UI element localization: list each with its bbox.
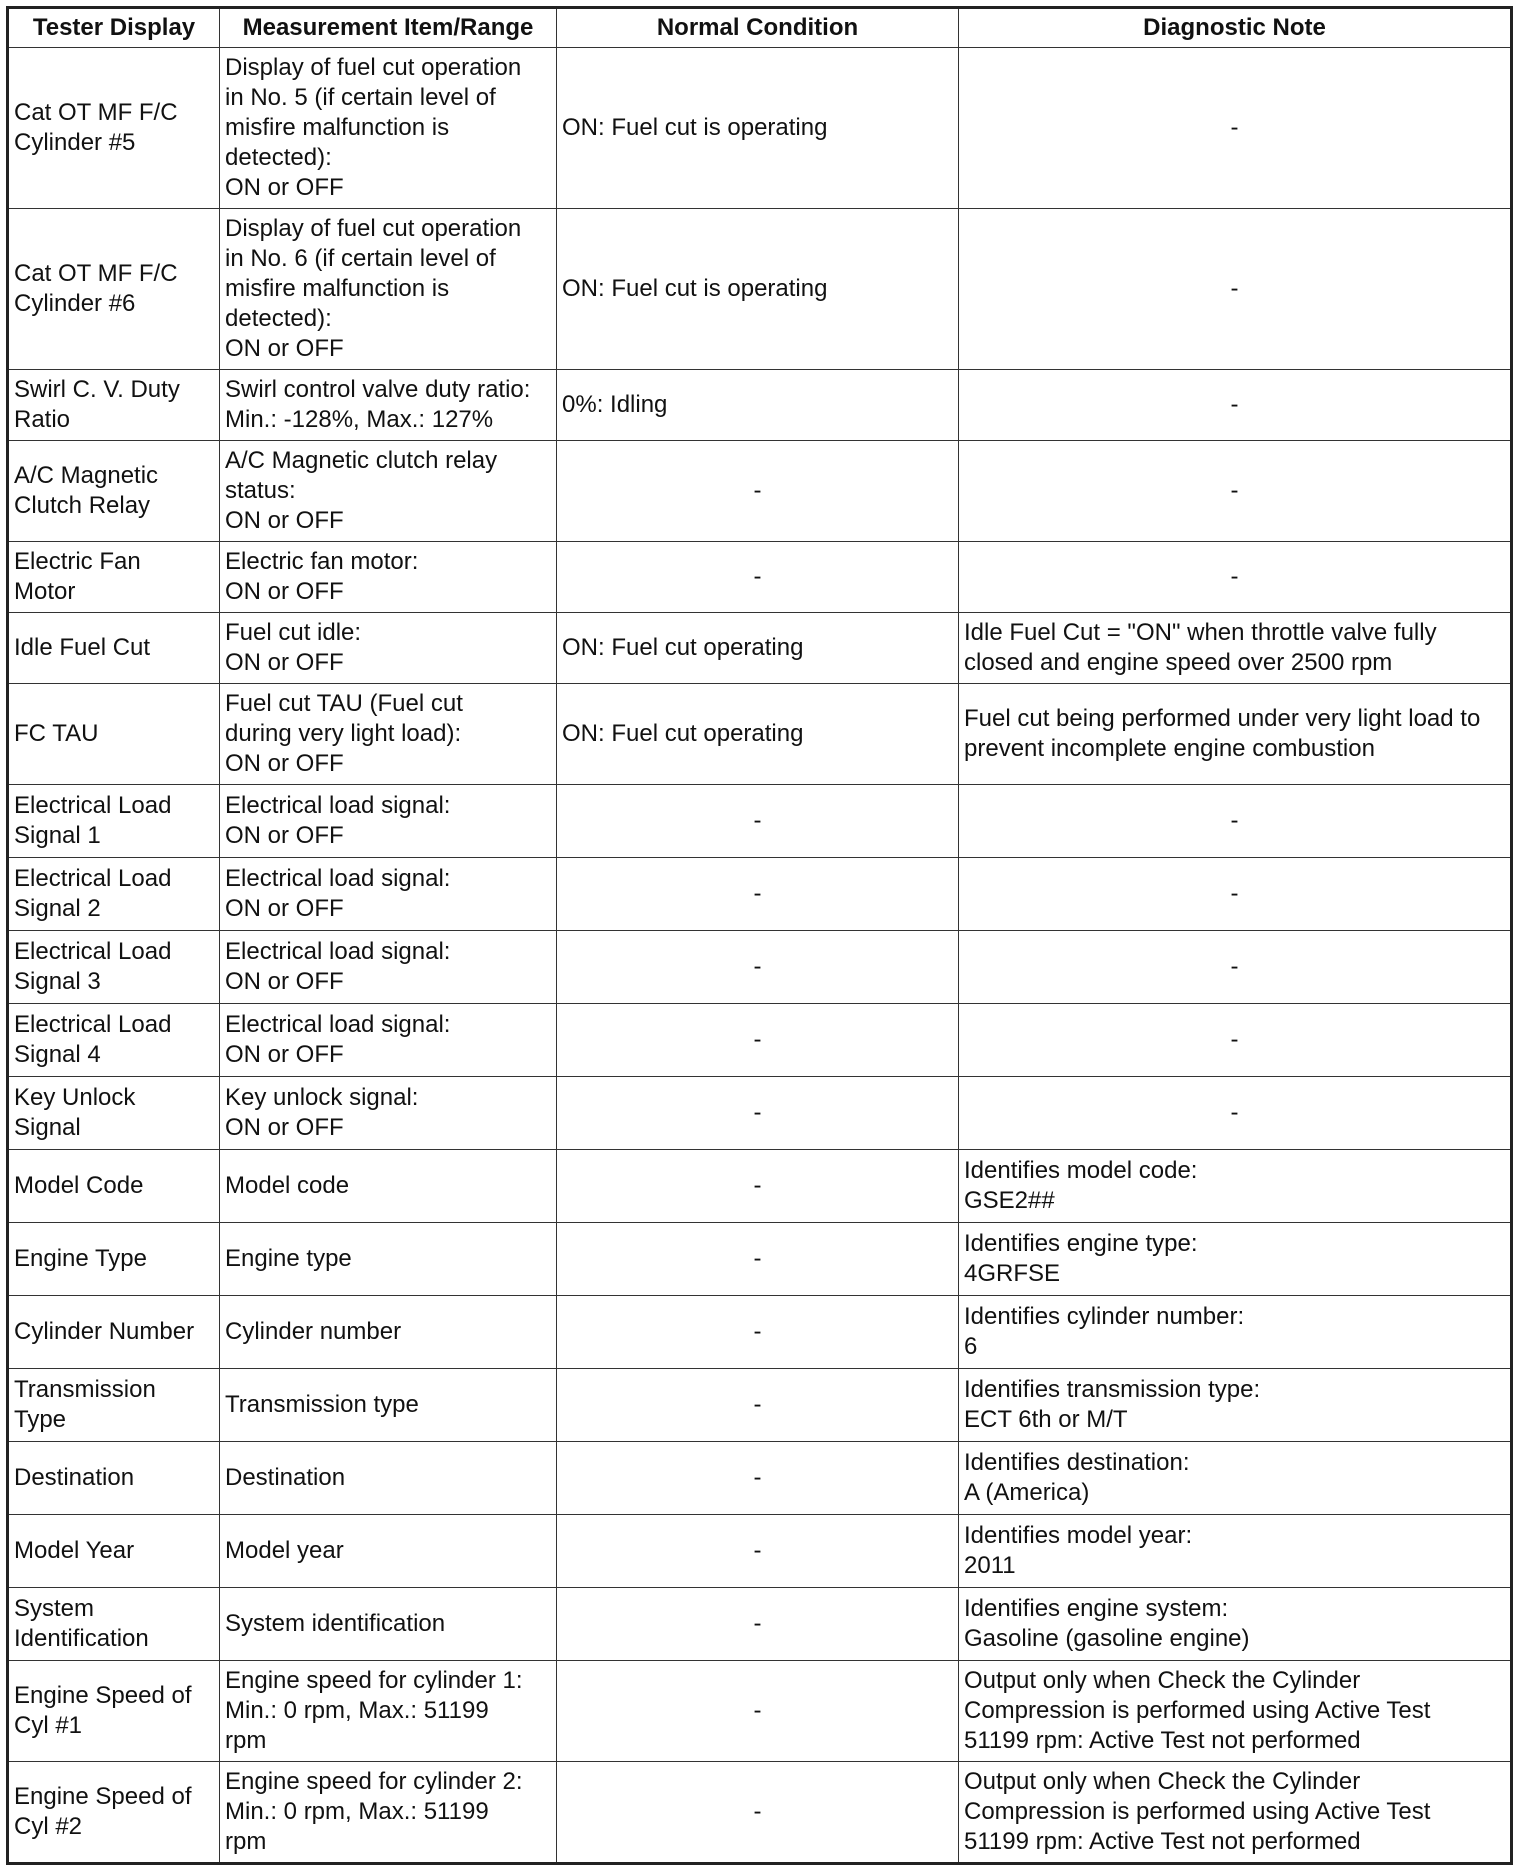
tester-display-cell: A/C Magnetic Clutch Relay [8, 441, 220, 542]
normal-condition-cell: - [557, 1004, 959, 1077]
tester-display-cell: Model Year [8, 1515, 220, 1588]
table-row [8, 542, 1512, 613]
measurement-cell: A/C Magnetic clutch relay status: ON or OFF [220, 441, 557, 542]
diagnostic-note-cell: - [959, 48, 1512, 209]
measurement-cell: System identification [220, 1588, 557, 1661]
tester-display-cell: Engine Type [8, 1223, 220, 1296]
tester-display-cell: System Identification [8, 1588, 220, 1661]
tester-display-cell: Electrical Load Signal 1 [8, 785, 220, 858]
diagnostic-note-cell: - [959, 209, 1512, 370]
header-row [8, 8, 1512, 48]
diagnostic-note-cell: - [959, 542, 1512, 613]
measurement-cell: Electrical load signal: ON or OFF [220, 931, 557, 1004]
header-measurement-item: Measurement Item/Range [220, 8, 557, 48]
table-row [8, 1150, 1512, 1223]
normal-condition-cell: ON: Fuel cut operating [557, 613, 959, 684]
normal-condition-cell: - [557, 1661, 959, 1762]
diagnostic-note-cell: Identifies destination: A (America) [959, 1442, 1512, 1515]
diagnostic-note-cell: Idle Fuel Cut = "ON" when throttle valve fully closed and engine speed over 2500 rpm [959, 613, 1512, 684]
table-row [8, 1588, 1512, 1661]
tester-display-cell: Electrical Load Signal 4 [8, 1004, 220, 1077]
tester-display-cell: Engine Speed of Cyl #2 [8, 1762, 220, 1864]
diagnostic-note-cell: Output only when Check the Cylinder Compression is performed using Active Test 51199 rpm: Active Test not performed [959, 1661, 1512, 1762]
measurement-cell: Cylinder number [220, 1296, 557, 1369]
measurement-cell: Electric fan motor: ON or OFF [220, 542, 557, 613]
normal-condition-cell: - [557, 1442, 959, 1515]
diagnostic-note-cell: Identifies transmission type: ECT 6th or M/T [959, 1369, 1512, 1442]
measurement-cell: Electrical load signal: ON or OFF [220, 1004, 557, 1077]
measurement-cell: Destination [220, 1442, 557, 1515]
tester-display-cell: Cylinder Number [8, 1296, 220, 1369]
normal-condition-cell: ON: Fuel cut is operating [557, 209, 959, 370]
table-row [8, 613, 1512, 684]
table-row [8, 684, 1512, 785]
tester-display-cell: Transmission Type [8, 1369, 220, 1442]
measurement-cell: Key unlock signal: ON or OFF [220, 1077, 557, 1150]
table-row [8, 1442, 1512, 1515]
tester-display-cell: Electrical Load Signal 2 [8, 858, 220, 931]
normal-condition-cell: - [557, 1296, 959, 1369]
normal-condition-cell: - [557, 1762, 959, 1864]
table-row [8, 441, 1512, 542]
header-normal-condition: Normal Condition [557, 8, 959, 48]
table-row [8, 1077, 1512, 1150]
normal-condition-cell: - [557, 931, 959, 1004]
measurement-cell: Display of fuel cut operation in No. 6 (if certain level of misfire malfunction is detected): ON or OFF [220, 209, 557, 370]
normal-condition-cell: ON: Fuel cut is operating [557, 48, 959, 209]
diagnostic-note-cell: - [959, 785, 1512, 858]
tester-display-cell: FC TAU [8, 684, 220, 785]
header-tester-display: Tester Display [8, 8, 220, 48]
normal-condition-cell: - [557, 1369, 959, 1442]
normal-condition-cell: - [557, 542, 959, 613]
diagnostic-note-cell: Output only when Check the Cylinder Compression is performed using Active Test 51199 rpm: Active Test not performed [959, 1762, 1512, 1864]
tester-display-cell: Electrical Load Signal 3 [8, 931, 220, 1004]
normal-condition-cell: - [557, 1223, 959, 1296]
table-row [8, 1515, 1512, 1588]
diagnostic-note-cell: - [959, 1004, 1512, 1077]
tester-display-cell: Model Code [8, 1150, 220, 1223]
tester-display-cell: Destination [8, 1442, 220, 1515]
table-row [8, 1661, 1512, 1762]
tester-display-cell: Cat OT MF F/C Cylinder #6 [8, 209, 220, 370]
diagnostic-note-cell: Identifies engine system: Gasoline (gasoline engine) [959, 1588, 1512, 1661]
tester-display-cell: Idle Fuel Cut [8, 613, 220, 684]
measurement-cell: Engine speed for cylinder 2: Min.: 0 rpm, Max.: 51199 rpm [220, 1762, 557, 1864]
table-row [8, 1296, 1512, 1369]
measurement-cell: Engine type [220, 1223, 557, 1296]
measurement-cell: Transmission type [220, 1369, 557, 1442]
measurement-cell: Swirl control valve duty ratio: Min.: -128%, Max.: 127% [220, 370, 557, 441]
table-row [8, 370, 1512, 441]
diagnostic-note-cell: Identifies engine type: 4GRFSE [959, 1223, 1512, 1296]
diagnostic-note-cell: Identifies cylinder number: 6 [959, 1296, 1512, 1369]
diagnostic-note-cell: - [959, 1077, 1512, 1150]
diagnostic-note-cell: - [959, 858, 1512, 931]
measurement-cell: Display of fuel cut operation in No. 5 (if certain level of misfire malfunction is detected): ON or OFF [220, 48, 557, 209]
diagnostic-note-cell: - [959, 370, 1512, 441]
tester-display-cell: Swirl C. V. Duty Ratio [8, 370, 220, 441]
diagnostic-note-cell: - [959, 931, 1512, 1004]
normal-condition-cell: - [557, 441, 959, 542]
normal-condition-cell: - [557, 1588, 959, 1661]
table-row [8, 1004, 1512, 1077]
normal-condition-cell: - [557, 1515, 959, 1588]
normal-condition-cell: ON: Fuel cut operating [557, 684, 959, 785]
table-row [8, 931, 1512, 1004]
measurement-cell: Electrical load signal: ON or OFF [220, 858, 557, 931]
header-diagnostic-note: Diagnostic Note [959, 8, 1512, 48]
table-row [8, 209, 1512, 370]
measurement-cell: Electrical load signal: ON or OFF [220, 785, 557, 858]
table-row [8, 1369, 1512, 1442]
table-row [8, 858, 1512, 931]
tester-display-cell: Engine Speed of Cyl #1 [8, 1661, 220, 1762]
diagnostic-note-cell: Fuel cut being performed under very light load to prevent incomplete engine combustion [959, 684, 1512, 785]
tester-display-cell: Electric Fan Motor [8, 542, 220, 613]
table-row [8, 785, 1512, 858]
measurement-cell: Engine speed for cylinder 1: Min.: 0 rpm, Max.: 51199 rpm [220, 1661, 557, 1762]
normal-condition-cell: - [557, 1150, 959, 1223]
diagnostic-note-cell: Identifies model code: GSE2## [959, 1150, 1512, 1223]
tester-display-cell: Cat OT MF F/C Cylinder #5 [8, 48, 220, 209]
table-row [8, 48, 1512, 209]
diagnostic-note-cell: Identifies model year: 2011 [959, 1515, 1512, 1588]
table-row [8, 1223, 1512, 1296]
normal-condition-cell: - [557, 858, 959, 931]
tester-display-cell: Key Unlock Signal [8, 1077, 220, 1150]
measurement-cell: Fuel cut idle: ON or OFF [220, 613, 557, 684]
measurement-cell: Fuel cut TAU (Fuel cut during very light load): ON or OFF [220, 684, 557, 785]
normal-condition-cell: - [557, 1077, 959, 1150]
diagnostic-data-table [6, 6, 1513, 1865]
normal-condition-cell: 0%: Idling [557, 370, 959, 441]
normal-condition-cell: - [557, 785, 959, 858]
measurement-cell: Model code [220, 1150, 557, 1223]
table-row [8, 1762, 1512, 1864]
measurement-cell: Model year [220, 1515, 557, 1588]
diagnostic-note-cell: - [959, 441, 1512, 542]
